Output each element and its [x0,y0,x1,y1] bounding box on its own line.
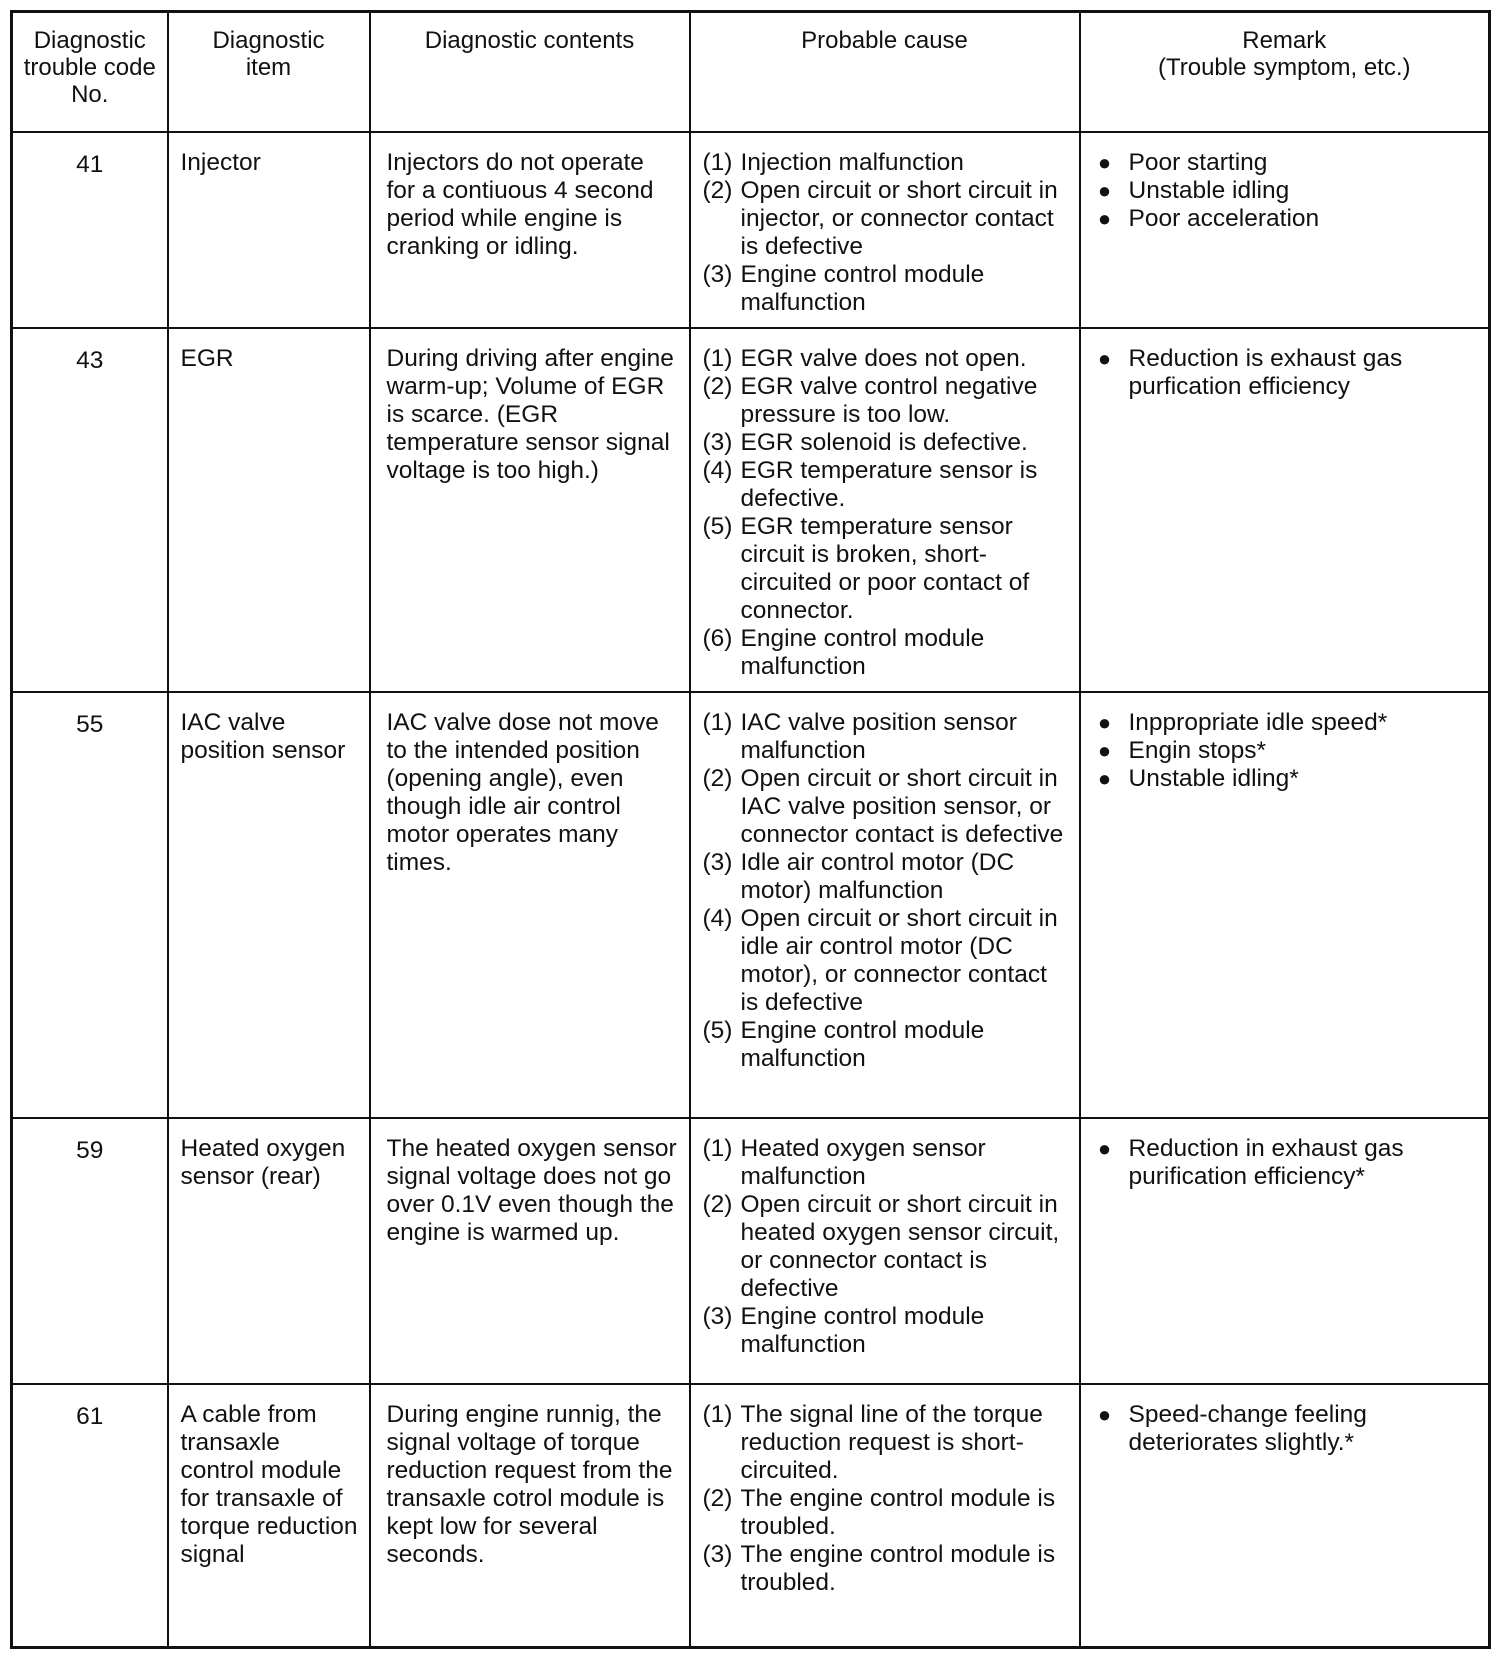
remark-item: ● Inppropriate idle speed* [1129,709,1479,737]
cause-item: (3) Engine control module malfunction [702,1302,985,1358]
cause-item: (5) Engine control module malfunction [702,1016,985,1072]
cause-item: (1) Injection malfunction [702,148,964,176]
row-causes [690,1384,1080,1648]
header-code: Diagnostic trouble code No. [12,12,168,132]
remark-item: ● Poor acceleration [1129,205,1479,233]
remark-item: ● Reduction in exhaust gas purification efficiency* [1129,1135,1479,1191]
row-contents: Injectors do not operate for a contiuous 4 second period while engine is cranking or idling. [370,132,690,328]
row-item: Heated oxygen sensor (rear) [168,1118,370,1384]
table-row [12,132,1490,328]
cause-item: (6) Engine control module malfunction [702,624,985,680]
row-contents: The heated oxygen sensor signal voltage does not go over 0.1V even though the engine is warmed up. [370,1118,690,1384]
row-code: 55 [12,692,168,1118]
cause-item: (3) Engine control module malfunction [702,260,985,316]
row-remarks [1080,328,1490,692]
table-row [12,1384,1490,1648]
header-contents: Diagnostic contents [370,12,690,132]
row-item: Injector [168,132,370,328]
row-code: 43 [12,328,168,692]
row-contents: During engine runnig, the signal voltage of torque reduction request from the transaxle cotrol module is kept low for several seconds. [370,1384,690,1648]
cause-item: (2) EGR valve control negative pressure is too low. [702,372,1038,428]
row-causes [690,132,1080,328]
row-code: 59 [12,1118,168,1384]
bullet-icon: ● [1097,205,1112,231]
cause-item: (1) The signal line of the torque reduction request is short- circuited. [702,1400,1043,1484]
row-item: A cable from transaxle control module for transaxle of torque reduction signal [168,1384,370,1648]
table-row [12,328,1490,692]
cause-item: (4) Open circuit or short circuit in idle air control motor (DC motor), or connector contact is defective [702,904,1058,1016]
cause-item: (2) The engine control module is troubled. [702,1484,1056,1540]
row-code: 61 [12,1384,168,1648]
row-item: EGR [168,328,370,692]
remark-item: ● Unstable idling* [1129,765,1479,793]
row-remarks [1080,692,1490,1118]
cause-item: (3) The engine control module is troubled. [702,1540,1056,1596]
remark-item: ● Poor starting [1129,149,1479,177]
bullet-icon: ● [1097,737,1112,763]
bullet-icon: ● [1097,177,1112,203]
table-row [12,692,1490,1118]
cause-item: (2) Open circuit or short circuit in injector, or connector contact is defective [702,176,1058,260]
bullet-icon: ● [1097,765,1112,791]
cause-item: (2) Open circuit or short circuit in heated oxygen sensor circuit, or connector contact is defective [702,1190,1060,1302]
remark-item: ● Engin stops* [1129,737,1479,765]
row-contents: During driving after engine warm-up; Volume of EGR is scarce. (EGR temperature sensor signal voltage is too high.) [370,328,690,692]
bullet-icon: ● [1097,709,1112,735]
header-row [12,12,1490,132]
row-causes [690,328,1080,692]
diagnostic-code-table-page [10,10,1494,1650]
remark-item: ● Unstable idling [1129,177,1479,205]
cause-item: (1) Heated oxygen sensor malfunction [702,1134,986,1190]
header-cause: Probable cause [690,12,1080,132]
cause-item: (2) Open circuit or short circuit in IAC valve position sensor, or connector contact is defective [702,764,1064,848]
bullet-icon: ● [1097,149,1112,175]
bullet-icon: ● [1097,1135,1112,1161]
header-item: Diagnostic item [168,12,370,132]
table-row [12,1118,1490,1384]
row-item: IAC valve position sensor [168,692,370,1118]
row-remarks [1080,132,1490,328]
cause-item: (1) IAC valve position sensor malfunction [702,708,1017,764]
cause-item: (3) EGR solenoid is defective. [702,428,1028,456]
row-remarks [1080,1118,1490,1384]
remark-item: ● Speed-change feeling deteriorates slightly.* [1129,1401,1479,1457]
remark-item: ● Reduction is exhaust gas purfication efficiency [1129,345,1479,401]
cause-item: (5) EGR temperature sensor circuit is broken, short-circuited or poor contact of connector. [702,512,1030,624]
diagnostic-code-table [10,10,1491,1649]
row-causes [690,1118,1080,1384]
bullet-icon: ● [1097,345,1112,371]
row-code: 41 [12,132,168,328]
cause-item: (4) EGR temperature sensor is defective. [702,456,1038,512]
row-causes [690,692,1080,1118]
header-remark: Remark (Trouble symptom, etc.) [1080,12,1490,132]
cause-item: (1) EGR valve does not open. [702,344,1027,372]
row-remarks [1080,1384,1490,1648]
row-contents: IAC valve dose not move to the intended position (opening angle), even though idle air control motor operates many times. [370,692,690,1118]
bullet-icon: ● [1097,1401,1112,1427]
cause-item: (3) Idle air control motor (DC motor) malfunction [702,848,1015,904]
